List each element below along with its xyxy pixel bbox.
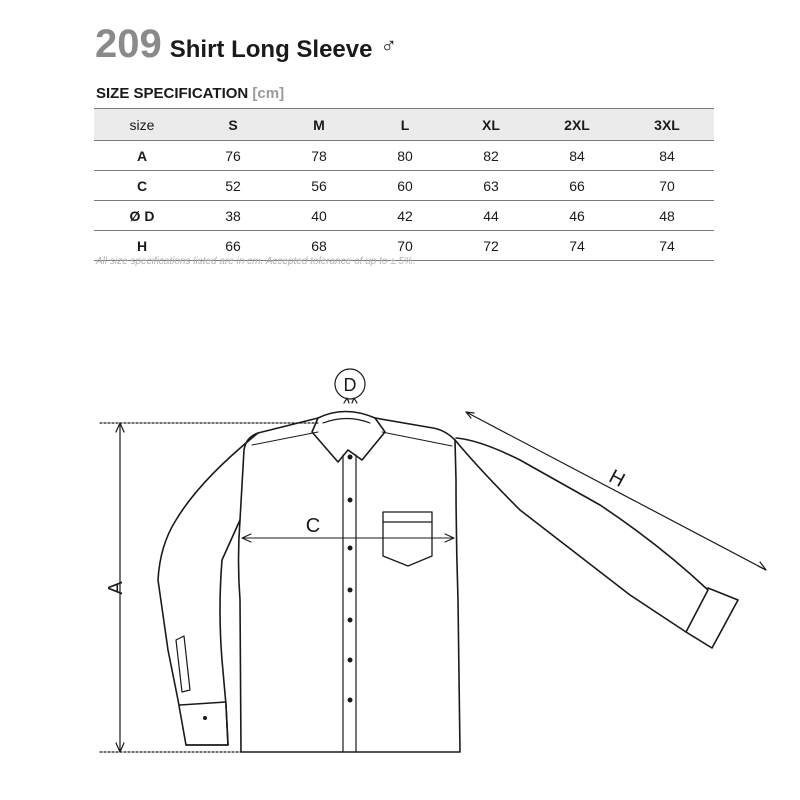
table-cell: 52 — [190, 171, 276, 201]
table-cell: 63 — [448, 171, 534, 201]
size-spec-title: SIZE SPECIFICATION — [96, 85, 249, 102]
table-cell: 66 — [190, 231, 276, 261]
table-cell: 74 — [620, 231, 714, 261]
male-icon: ♂ — [380, 33, 397, 58]
dimension-label-a: A — [105, 581, 127, 595]
table-cell: 82 — [448, 141, 534, 171]
dimension-label-d: D — [343, 375, 357, 395]
table-cell: 56 — [276, 171, 362, 201]
size-header-cell: XL — [448, 109, 534, 141]
table-cell: 80 — [362, 141, 448, 171]
table-cell: 40 — [276, 201, 362, 231]
table-cell: 46 — [534, 201, 620, 231]
table-cell: 60 — [362, 171, 448, 201]
tolerance-note: All size specifications listed are in cm. Accepted tolerance of up to ± 5%. — [96, 256, 416, 267]
table-cell: 42 — [362, 201, 448, 231]
table-cell: 70 — [620, 171, 714, 201]
dimension-h — [466, 412, 766, 570]
row-label: A — [94, 141, 190, 171]
size-header-cell: 3XL — [620, 109, 714, 141]
shirt-yoke — [252, 432, 452, 446]
shirt-left-cuff — [180, 702, 228, 745]
shirt-left-placket — [176, 636, 190, 692]
row-label: Ø D — [94, 201, 190, 231]
table-cell: 70 — [362, 231, 448, 261]
size-header-cell: S — [190, 109, 276, 141]
dimension-c — [242, 534, 454, 542]
product-code: 209 — [95, 22, 162, 66]
row-label: H — [94, 231, 190, 261]
table-cell: 74 — [534, 231, 620, 261]
table-cell: 38 — [190, 201, 276, 231]
shirt-pocket — [383, 512, 432, 566]
size-header-label: size — [94, 109, 190, 141]
table-cell: 48 — [620, 201, 714, 231]
table-cell: 78 — [276, 141, 362, 171]
table-cell: 84 — [534, 141, 620, 171]
table-cell: 68 — [276, 231, 362, 261]
product-name: Shirt Long Sleeve — [169, 36, 373, 63]
size-header-cell: L — [362, 109, 448, 141]
shirt-collar-band — [323, 419, 370, 424]
shirt-buttons — [203, 455, 353, 721]
table-cell: 66 — [534, 171, 620, 201]
table-cell: 44 — [448, 201, 534, 231]
size-header-cell: M — [276, 109, 362, 141]
size-header-cell: 2XL — [534, 109, 620, 141]
shirt-right-sleeve — [455, 438, 708, 632]
table-cell: 72 — [448, 231, 534, 261]
row-label: C — [94, 171, 190, 201]
table-cell: 84 — [620, 141, 714, 171]
size-spec-unit: [cm] — [252, 85, 285, 102]
dimension-label-h: H — [605, 465, 629, 492]
table-cell: 76 — [190, 141, 276, 171]
dimension-label-c: C — [305, 515, 321, 537]
